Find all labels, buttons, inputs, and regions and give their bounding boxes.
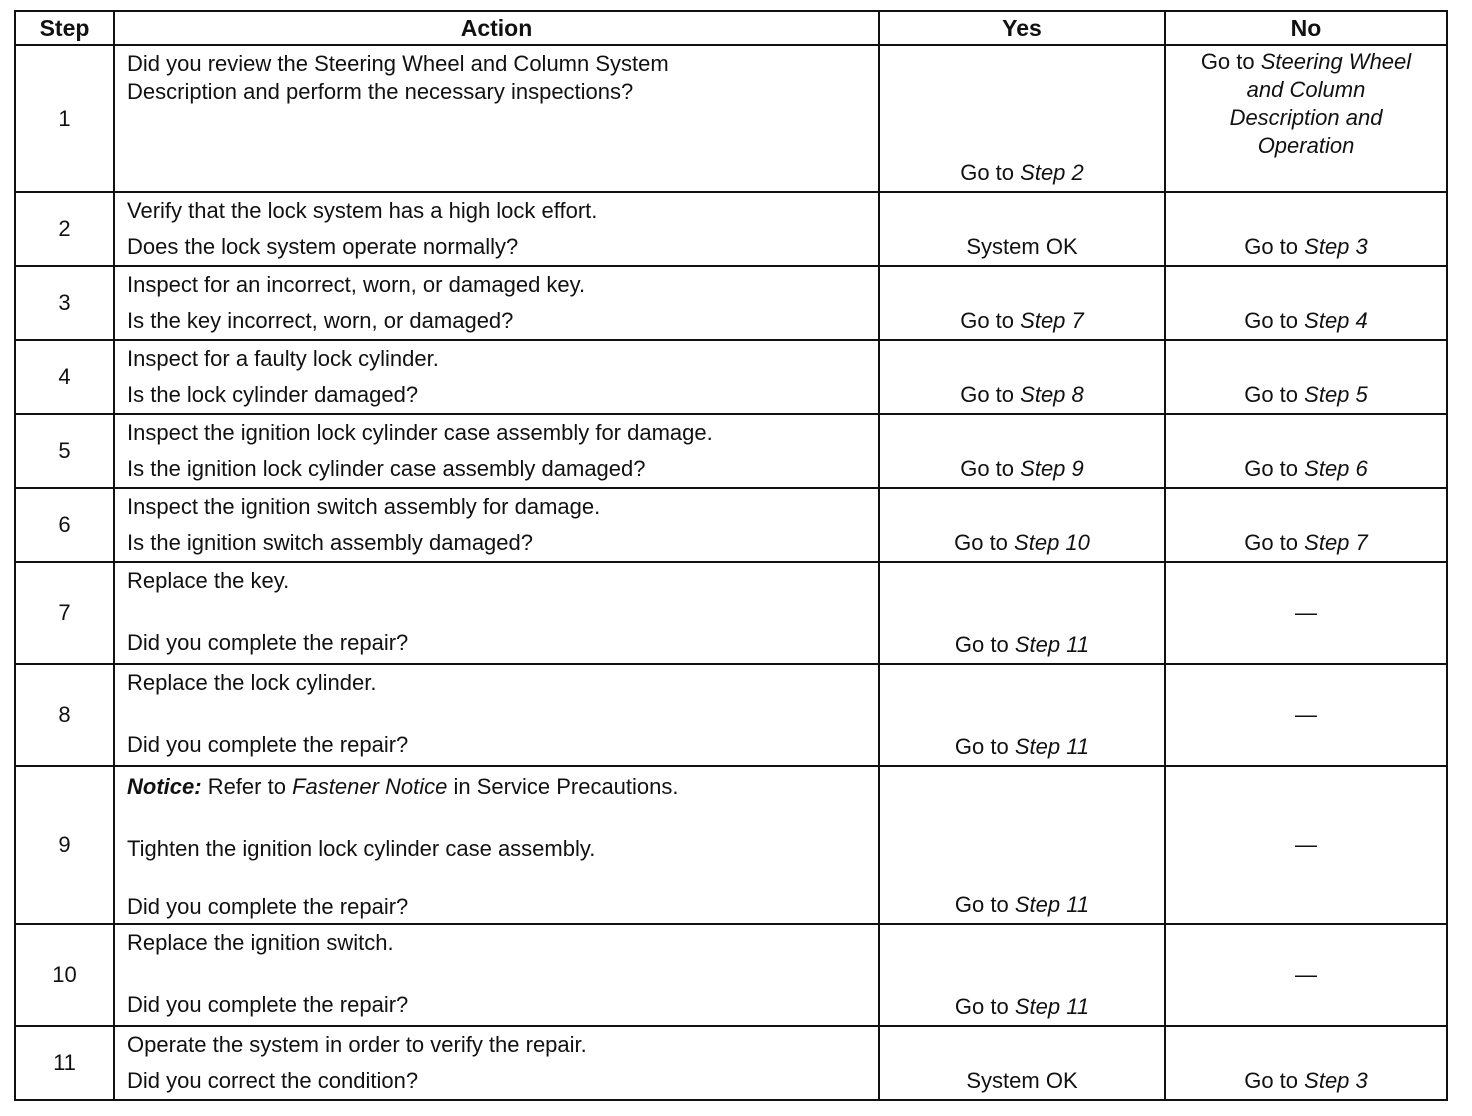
action-line: Inspect for a faulty lock cylinder. — [127, 346, 439, 371]
step-number: 7 — [15, 562, 114, 664]
no-ref-link-line[interactable]: Description and — [1229, 105, 1383, 130]
no-cell — [1165, 340, 1447, 414]
yes-step-link[interactable]: Step 9 — [1020, 456, 1084, 481]
action-line: Did you complete the repair? — [127, 992, 409, 1017]
table-row-step-4 — [15, 340, 1447, 414]
action-cell — [114, 562, 879, 664]
no-prefix: Go to — [1244, 308, 1299, 333]
action-cell — [114, 924, 879, 1026]
step-number: 11 — [15, 1026, 114, 1100]
yes-step-link[interactable]: Step 11 — [1014, 734, 1090, 759]
yes-cell — [879, 414, 1165, 488]
no-step-link[interactable]: Step 3 — [1304, 1068, 1368, 1093]
yes-cell — [879, 766, 1165, 924]
action-line: Is the ignition switch assembly damaged? — [127, 530, 533, 555]
action-line: Does the lock system operate normally? — [127, 234, 519, 259]
yes-prefix: Go to — [954, 994, 1009, 1019]
action-line: Did you correct the condition? — [127, 1068, 419, 1093]
no-prefix: Go to — [1244, 530, 1299, 555]
step-number: 2 — [15, 192, 114, 266]
table-row-step-1 — [15, 45, 1447, 192]
no-cell — [1165, 266, 1447, 340]
yes-prefix: Go to — [960, 456, 1015, 481]
yes-step-link[interactable]: Step 10 — [1014, 530, 1090, 555]
yes-prefix: Go to — [954, 632, 1009, 657]
action-line: Inspect the ignition lock cylinder case assembly for damage. — [127, 420, 713, 445]
table-row-step-3 — [15, 266, 1447, 340]
yes-step-link[interactable]: Step 11 — [1014, 632, 1090, 657]
action-cell — [114, 414, 879, 488]
table-row-step-8 — [15, 664, 1447, 766]
step-number: 5 — [15, 414, 114, 488]
action-line: Is the key incorrect, worn, or damaged? — [127, 308, 514, 333]
table-row-step-6 — [15, 488, 1447, 562]
header-step: Step — [15, 11, 114, 45]
step-number: 9 — [15, 766, 114, 924]
step-number: 4 — [15, 340, 114, 414]
yes-cell — [879, 488, 1165, 562]
action-line: Inspect for an incorrect, worn, or damaged key. — [127, 272, 586, 297]
action-line: Inspect the ignition switch assembly for damage. — [127, 494, 601, 519]
no-cell: — — [1165, 766, 1447, 924]
notice-line — [127, 773, 866, 801]
action-cell — [114, 266, 879, 340]
no-step-link[interactable]: Step 7 — [1304, 530, 1368, 555]
yes-prefix: Go to — [960, 308, 1015, 333]
no-prefix: Go to — [1200, 49, 1255, 74]
action-line: Tighten the ignition lock cylinder case assembly. — [127, 836, 596, 861]
header-action: Action — [114, 11, 879, 45]
action-cell — [114, 766, 879, 924]
no-prefix: Go to — [1244, 1068, 1299, 1093]
action-cell — [114, 192, 879, 266]
no-step-link[interactable]: Step 6 — [1304, 456, 1368, 481]
yes-cell: System OK — [879, 192, 1165, 266]
yes-cell — [879, 266, 1165, 340]
no-cell — [1165, 1026, 1447, 1100]
header-yes: Yes — [879, 11, 1165, 45]
no-prefix: Go to — [1244, 234, 1299, 259]
header-no: No — [1165, 11, 1447, 45]
no-cell — [1165, 192, 1447, 266]
yes-cell — [879, 562, 1165, 664]
action-line: Did you complete the repair? — [127, 630, 409, 655]
header-row — [15, 11, 1447, 45]
action-cell — [114, 664, 879, 766]
yes-step-link[interactable]: Step 11 — [1014, 994, 1090, 1019]
yes-prefix: Go to — [960, 160, 1015, 185]
yes-cell — [879, 924, 1165, 1026]
step-number: 1 — [15, 45, 114, 192]
no-prefix: Go to — [1244, 456, 1299, 481]
action-line: Replace the lock cylinder. — [127, 670, 377, 695]
action-line: Operate the system in order to verify the repair. — [127, 1032, 587, 1057]
yes-cell — [879, 340, 1165, 414]
notice-post: in Service Precautions. — [453, 774, 679, 799]
no-cell: — — [1165, 562, 1447, 664]
step-number: 3 — [15, 266, 114, 340]
action-line: Verify that the lock system has a high lock effort. — [127, 198, 598, 223]
no-ref-link-line[interactable]: Operation — [1257, 133, 1355, 158]
notice-pre: Refer to — [207, 774, 286, 799]
diagnostic-table — [14, 10, 1448, 1101]
no-cell — [1165, 488, 1447, 562]
action-cell — [114, 340, 879, 414]
step-number: 8 — [15, 664, 114, 766]
action-line: Did you complete the repair? — [127, 894, 409, 919]
table-row-step-2 — [15, 192, 1447, 266]
action-line: Replace the key. — [127, 568, 290, 593]
table-row-step-7 — [15, 562, 1447, 664]
table-row-step-9 — [15, 766, 1447, 924]
action-cell — [114, 1026, 879, 1100]
action-line: Is the lock cylinder damaged? — [127, 382, 419, 407]
yes-cell — [879, 664, 1165, 766]
table-row-step-5 — [15, 414, 1447, 488]
no-step-link[interactable]: Step 5 — [1304, 382, 1368, 407]
yes-prefix: Go to — [960, 382, 1015, 407]
no-ref-link-line[interactable]: and Column — [1246, 77, 1366, 102]
yes-prefix: Go to — [954, 734, 1009, 759]
yes-cell — [879, 45, 1165, 192]
step-number: 6 — [15, 488, 114, 562]
no-prefix: Go to — [1244, 382, 1299, 407]
no-cell — [1165, 414, 1447, 488]
table-row-step-10 — [15, 924, 1447, 1026]
no-step-link[interactable]: Step 4 — [1304, 308, 1368, 333]
action-cell — [114, 488, 879, 562]
no-ref-link[interactable]: Steering Wheel — [1260, 49, 1412, 74]
no-cell: — — [1165, 664, 1447, 766]
step-number: 10 — [15, 924, 114, 1026]
action-line: Replace the ignition switch. — [127, 930, 394, 955]
no-cell — [1165, 45, 1447, 192]
yes-step-link[interactable]: Step 11 — [1014, 892, 1090, 917]
no-step-link[interactable]: Step 3 — [1304, 234, 1368, 259]
yes-step-link[interactable]: Step 8 — [1020, 382, 1084, 407]
notice-label: Notice: — [127, 774, 202, 799]
yes-step-link[interactable]: Step 2 — [1020, 160, 1084, 185]
action-cell — [114, 45, 879, 192]
action-line: Did you review the Steering Wheel and Column System — [127, 51, 669, 76]
action-line: Is the ignition lock cylinder case assembly damaged? — [127, 456, 646, 481]
yes-prefix: Go to — [954, 892, 1009, 917]
fastener-notice-link[interactable]: Fastener Notice — [292, 774, 448, 799]
yes-prefix: Go to — [954, 530, 1008, 555]
action-line: Description and perform the necessary inspections? — [127, 79, 634, 104]
action-line: Did you complete the repair? — [127, 732, 409, 757]
yes-cell: System OK — [879, 1026, 1165, 1100]
yes-step-link[interactable]: Step 7 — [1020, 308, 1084, 333]
no-cell: — — [1165, 924, 1447, 1026]
table-row-step-11 — [15, 1026, 1447, 1100]
